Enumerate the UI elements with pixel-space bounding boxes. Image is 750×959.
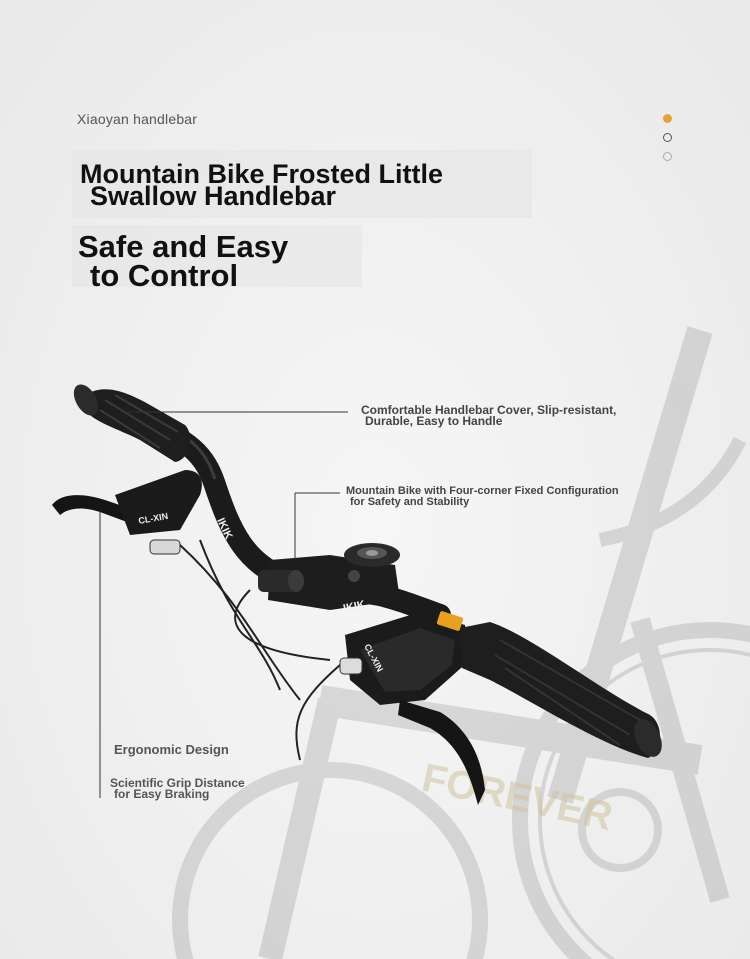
carousel-dot-2[interactable] <box>663 133 672 142</box>
design-callout-heading: Ergonomic Design <box>114 742 229 757</box>
handlebar-stem <box>258 543 400 610</box>
stem-callout-line-2: for Safety and Stability <box>350 496 470 508</box>
design-callout <box>110 778 245 800</box>
product-title-line-2: Swallow Handlebar <box>90 181 337 211</box>
grip-callout-line-2: Durable, Easy to Handle <box>365 414 503 428</box>
design-callout-line-1: Scientific Grip Distance <box>110 776 245 790</box>
product-subtitle <box>78 229 289 293</box>
grip-callout-line-1: Comfortable Handlebar Cover, Slip-resistant, <box>361 403 617 417</box>
carousel-dot-3[interactable] <box>663 152 672 161</box>
carousel-dot-1[interactable] <box>663 114 672 123</box>
design-callout-line-2: for Easy Braking <box>114 787 210 801</box>
bar-brand-text-right: IKIK <box>342 598 367 615</box>
left-grip <box>69 380 190 462</box>
product-subtitle-line-1: Safe and Easy <box>78 229 289 264</box>
carousel-indicator <box>663 114 675 171</box>
grip-callout <box>361 405 616 427</box>
stem-callout <box>346 486 619 508</box>
brand-label: Xiaoyan handlebar <box>77 111 198 127</box>
left-brake-lever <box>52 470 202 554</box>
bar-brand-text-left: IKIK <box>214 516 235 542</box>
product-title <box>80 159 444 211</box>
left-brake-brand-text: CL-XIN <box>137 510 169 526</box>
right-brake-brand-text: CL-XIN <box>362 642 386 674</box>
product-subtitle-line-2: to Control <box>90 258 239 293</box>
stem-callout-line-1: Mountain Bike with Four-corner Fixed Configuration <box>346 485 619 497</box>
product-title-line-1: Mountain Bike Frosted Little <box>80 159 444 189</box>
frame-brand-text: FOREVER <box>418 755 617 840</box>
